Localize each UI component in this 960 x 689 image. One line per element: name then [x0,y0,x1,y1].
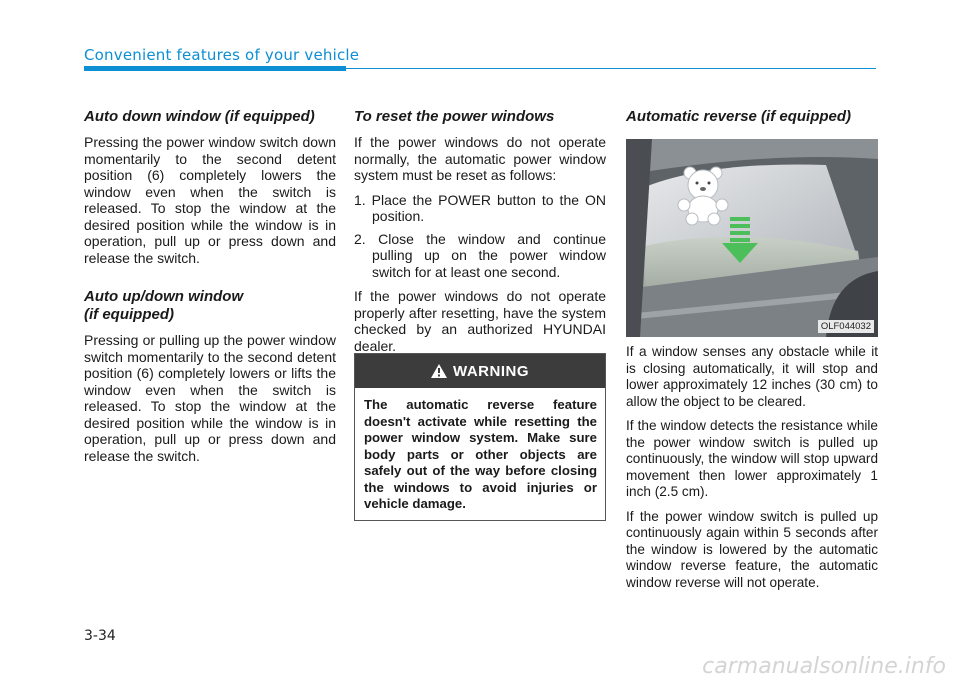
section-header: Convenient features of your vehicle [84,46,360,64]
heading-auto-down: Auto down window (if equipped) [84,108,315,125]
para-reverse-3: If the power window switch is pulled up continuously again within 5 seconds after the window is lowered by the automatic window reverse feature, the automatic window reverse will not operate. [626,508,878,590]
heading-auto-updown-line1: Auto up/down window [84,288,244,305]
reset-step: 1. Place the POWER button to the ON position. [354,191,606,224]
column-right [626,108,878,134]
header-rule-thin [346,68,876,69]
para-auto-updown: Pressing or pulling up the power window switch momentarily to the second detent position (6) completely lowers or lifts the window even when the switch is released. To stop the window at the desired position while the window is in operation, pull up or press down and release the switch. [84,332,336,464]
page-number: 3-34 [84,628,116,644]
heading-reset: To reset the power windows [354,108,555,125]
column-left [84,108,336,472]
para-reverse-1: If a window senses any obstacle while it is closing automatically, it will stop and lower approximately 12 inches (30 cm) to allow the object to be cleared. [626,344,878,409]
car-window-illustration [626,139,878,337]
reset-steps [354,192,606,281]
para-reset-intro: If the power windows do not operate normally, the automatic power window system must be reset as follows: [354,134,606,183]
warning-triangle-icon [431,364,447,378]
warning-text: The automatic reverse feature doesn't activate while resetting the power window system. Make sure body parts or other objects are safely out of the way before closing the windows to avoid injuries or vehicle damage. [364,397,597,511]
header-rule-thick [84,66,346,71]
figure-label: OLF044032 [818,320,874,333]
watermark: carmanualsonline.info [702,654,946,679]
para-reverse-2: If the window detects the resistance while the power window switch is pulled up continuously, the window will stop upward movement then lower approximately 1 inch (2.5 cm). [626,418,878,499]
para-reset-outro: If the power windows do not operate properly after resetting, have the system checked by an authorized HYUNDAI dealer. [354,288,606,354]
window-scene-image [626,139,878,337]
column-right-text [626,344,878,599]
heading-auto-reverse: Automatic reverse (if equipped) [626,108,852,125]
warning-box [354,353,606,521]
column-middle [354,108,606,362]
warning-header [355,354,605,388]
reset-step: 2. Close the window and continue pulling up on the power window switch for at least one second. [354,230,606,280]
heading-auto-updown-line2: (if equipped) [84,306,174,323]
heading-auto-updown [84,288,336,324]
para-auto-down: Pressing the power window switch down momentarily to the second detent position (6) completely lowers the window even when the switch is released. To stop the window at the desired position while the window is in operation, pull up or press down and release the switch. [84,134,336,266]
warning-label: WARNING [453,362,529,380]
